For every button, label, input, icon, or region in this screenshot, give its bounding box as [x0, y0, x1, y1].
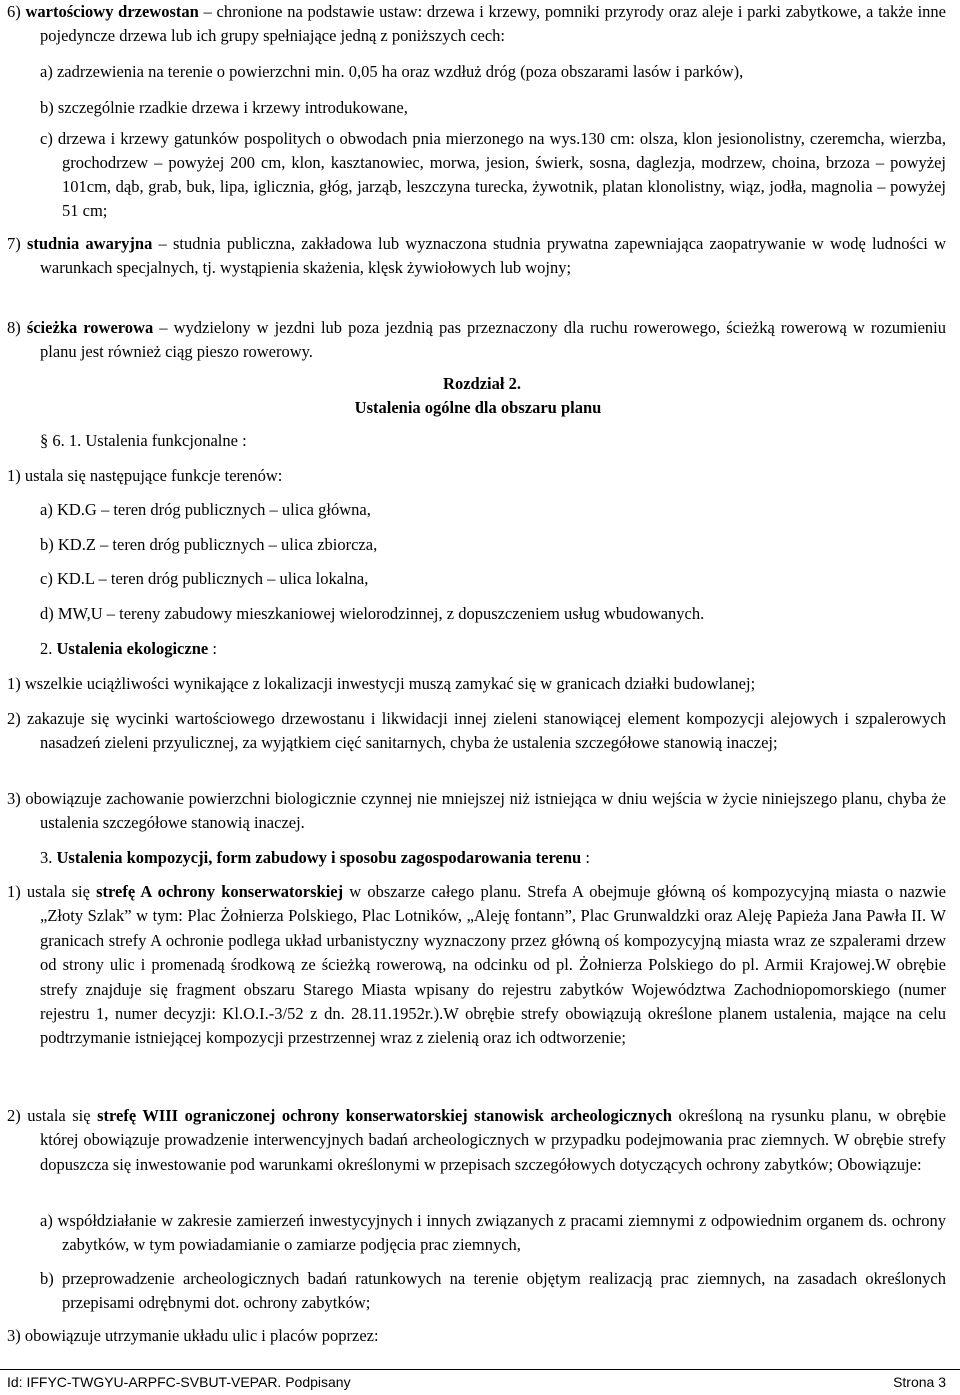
chapter-title: Rozdział 2. — [443, 374, 521, 393]
item-number: 1) — [7, 674, 21, 693]
section-2-heading — [40, 637, 946, 661]
section-tail: : — [208, 639, 217, 658]
item-text: ustala się — [26, 882, 97, 901]
item-number: 3) — [7, 789, 21, 808]
item-number: 8) — [7, 318, 21, 337]
item-text: obowiązuje zachowanie powierzchni biologicznie czynnej nie mniejszej niż istniejąca w dniu wejścia w życie niniejszego planu, chyba że ustalenia szczegółowe stanowią inaczej. — [25, 789, 946, 832]
chapter-subtitle: Ustalenia ogólne dla obszaru planu — [354, 398, 602, 417]
item-text: ustala się — [27, 1106, 98, 1125]
footer — [7, 1374, 946, 1390]
item-text: określoną na rysunku planu, w obrębie której obowiązuje prowadzenie interwencyjnych badań archeologicznych w przypadku podejmowania prac ziemnych. W obrębie strefy dopuszcza się inwestowanie pod warunkami określonymi w przepisach szczegółowych dotyczących ochrony zabytków; Obowiązuje: — [40, 1106, 946, 1174]
composition-item-1 — [7, 880, 946, 1051]
footer-divider — [0, 1369, 960, 1370]
eco-item-1 — [7, 672, 946, 696]
item-text: wszelkie uciążliwości wynikające z lokalizacji inwestycji muszą zamykać się w granicach działki budowlanej; — [24, 674, 756, 693]
section-number: 2. — [40, 639, 53, 658]
term: ścieżka rowerowa — [26, 318, 154, 337]
composition-item-2 — [7, 1104, 946, 1177]
zone-name: strefę WIII ograniczonej ochrony konserwatorskiej stanowisk archeologicznych — [97, 1106, 672, 1125]
item-number: 7) — [7, 234, 21, 253]
item-number: 2) — [7, 709, 21, 728]
item-text: w obszarze całego planu. Strefa A obejmuje główną oś kompozycyjną miasta o nazwie „Złoty Szlak” w tym: Plac Żołnierza Polskiego, Plac Lotników, „Aleję fontann”, Plac Grunwaldzki oraz Aleję Papieża Jana Pawła II. W granicach strefy A ochronie podlega układ urbanistyczny wyznaczony przez główną oś kompozycyjną miasta wraz ze szpalerami drzew od strony ulic i promenadą środkową ze ścieżką rowerową, na odcinku od pl. Żołnierza Polskiego do pl. Armii Krajowej.W obrębie strefy znajduje się fragment obszaru Starego Miasta wpisany do rejestru zabytków Województwa Zachodniopomorskiego (numer rejestru 1, numer decyzji: Kl.O.I.-3/52 z dn. 28.11.1952r.).W obrębie strefy obowiązują określone planem ustalenia, mające na celu podtrzymanie istniejącej kompozycji przestrzennej wraz z zielenią oraz ich odtworzenie; — [40, 882, 947, 1048]
subitem-c: c) drzewa i krzewy gatunków pospolitych o obwodach pnia mierzonego na wys.130 cm: olsza, klon jesionolistny, czeremcha, wierzba, grochodrzew – powyżej 200 cm, klon, kasztanowiec, morwa, jesion, świerk, sosna, daglezja, modrzew, choina, brzoza – powyżej 101cm, dąb, grab, buk, lipa, iglicznia, głóg, jarząb, leszczyna turecka, żywotnik, platan klonolistny, wiąz, jodła, magnolia – powyżej 51 cm; — [40, 129, 946, 220]
term: wartościowy drzewostan — [25, 2, 199, 21]
definition-text: – chronione na podstawie ustaw: drzewa i krzewy, pomniki przyrody oraz aleje i parki zabytkowe, a także inne pojedyncze drzewa lub ich grupy spełniające jedną z poniższych cech: — [40, 2, 947, 45]
section-tail: : — [237, 431, 247, 450]
document-id: Id: IFFYC-TWGYU-ARPFC-SVBUT-VEPAR. Podpisany — [7, 1374, 351, 1390]
function-item-c: c) KD.L – teren dróg publicznych – ulica lokalna, — [40, 569, 369, 588]
item-number: 1) — [7, 882, 21, 901]
composition-item-3: 3) obowiązuje utrzymanie układu ulic i placów poprzez: — [7, 1326, 379, 1345]
term: studnia awaryjna — [26, 234, 153, 253]
zone-name: strefę A ochrony konserwatorskiej — [96, 882, 344, 901]
composition-subitem-b: b) przeprowadzenie archeologicznych badań ratunkowych na terenie objętym realizacją prac ziemnych, na zasadach określonych przepisami odrębnymi dot. ochrony zabytków; — [40, 1269, 946, 1312]
section-number: 3. — [40, 848, 53, 867]
section-6-1-heading — [40, 429, 946, 453]
section-number: § 6. 1. — [40, 431, 82, 450]
function-item-b: b) KD.Z – teren dróg publicznych – ulica zbiorcza, — [40, 535, 378, 554]
composition-subitem-a: a) współdziałanie w zakresie zamierzeń inwestycyjnych i innych związanych z pracami ziemnymi z odpowiednim organem ds. ochrony zabytków, w tym powiadamianie o zamiarze podjęcia prac ziemnych, — [40, 1211, 946, 1254]
section-title: Ustalenia kompozycji, form zabudowy i sposobu zagospodarowania terenu — [56, 848, 582, 867]
definition-text: – wydzielony w jezdni lub poza jezdnią pas przeznaczony dla ruchu rowerowego, ścieżką rowerową w rozumieniu planu jest również ciąg pieszo rowerowy. — [40, 318, 947, 361]
eco-item-2 — [7, 707, 946, 755]
subitem-a: a) zadrzewienia na terenie o powierzchni min. 0,05 ha oraz wzdłuż dróg (poza obszarami lasów i parków), — [40, 62, 744, 81]
item-text: zakazuje się wycinki wartościowego drzewostanu i likwidacji innej zieleni stanowiącej element kompozycji alejowych i szpalerowych nasadzeń zieleni przyulicznej, za wyjątkiem cięć sanitarnych, chyba że ustalenia szczegółowe stanowią inaczej; — [27, 709, 946, 752]
section-title: Ustalenia ekologiczne — [56, 639, 209, 658]
item-number: 6) — [7, 2, 21, 21]
definition-text: – studnia publiczna, zakładowa lub wyznaczona studnia prywatna zapewniająca zaopatrywanie w wodę ludności w warunkach specjalnych, tj. wystąpienia skażenia, klęsk żywiołowych lub wojny; — [40, 234, 946, 277]
page-number: Strona 3 — [893, 1374, 946, 1390]
function-item-a: a) KD.G – teren dróg publicznych – ulica główna, — [40, 500, 371, 519]
functions-intro: 1) ustala się następujące funkcje terenów: — [7, 466, 283, 485]
eco-item-3 — [7, 787, 946, 835]
item-number: 2) — [7, 1106, 21, 1125]
definition-6 — [7, 0, 946, 48]
section-tail: : — [581, 848, 590, 867]
section-title: Ustalenia funkcjonalne — [85, 431, 238, 450]
function-item-d: d) MW,U – tereny zabudowy mieszkaniowej wielorodzinnej, z dopuszczeniem usług wbudowanych. — [40, 604, 705, 623]
subitem-b: b) szczególnie rzadkie drzewa i krzewy introdukowane, — [40, 98, 408, 117]
definition-8 — [7, 316, 946, 364]
definition-7 — [7, 232, 946, 280]
section-3-heading — [40, 846, 946, 870]
